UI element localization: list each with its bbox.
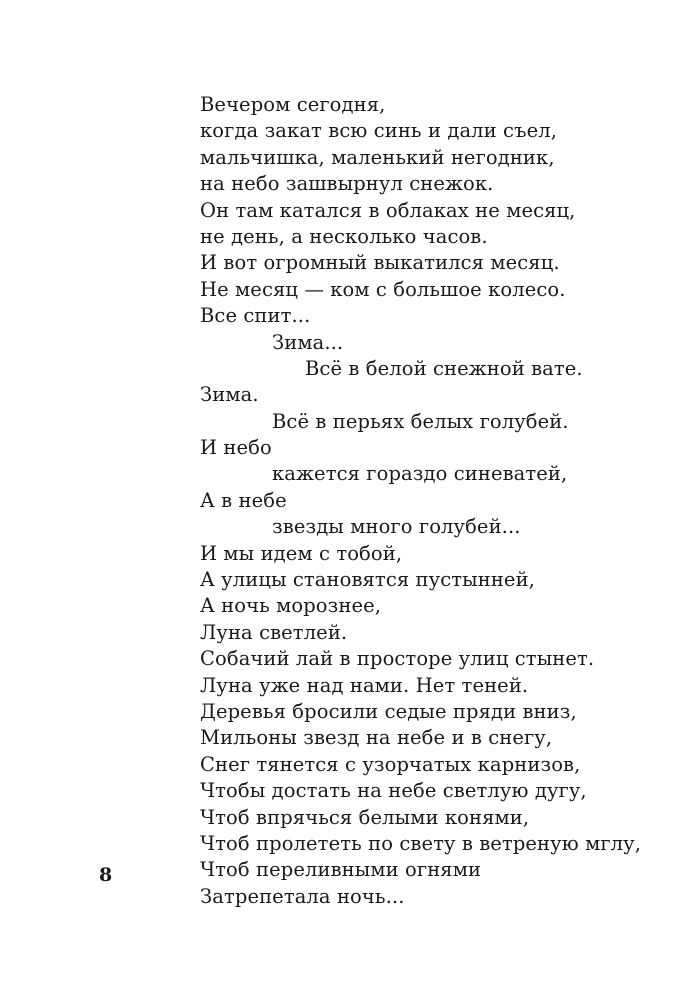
poem-line: Затрепетала ночь... xyxy=(200,884,405,908)
poem-line: Зима. xyxy=(200,383,259,407)
poem-line: А улицы становятся пустынней, xyxy=(200,568,535,592)
poem-line: Собачий лай в просторе улиц стынет. xyxy=(200,647,595,671)
poem-line: Чтоб пролететь по свету в ветреную мглу, xyxy=(200,831,642,855)
poem-line: А ночь морознее, xyxy=(200,594,382,618)
poem-line: А в небе xyxy=(200,488,287,512)
poem-line: звезды много голубей... xyxy=(272,515,521,539)
poem-line: Вечером сегодня, xyxy=(200,93,386,116)
poem-line: Не месяц — ком с большое колесо. xyxy=(200,277,566,301)
poem-line: Зима... xyxy=(272,330,344,354)
poem-line: Мильоны звезд на небе и в снегу, xyxy=(200,726,553,750)
page-number: 8 xyxy=(99,864,113,886)
poem-line: когда закат всю синь и дали съел, xyxy=(200,119,558,143)
poem-line: Деревья бросили седые пряди вниз, xyxy=(200,699,577,723)
poem-line: Луна уже над нами. Нет теней. xyxy=(200,673,529,697)
poem-line: Луна светлей. xyxy=(200,620,348,644)
poem-line: Всё в белой снежной вате. xyxy=(305,356,583,380)
poem-line: на небо зашвырнул снежок. xyxy=(200,172,494,196)
poem-line: Снег тянется с узорчатых карнизов, xyxy=(200,752,581,776)
poem-line: Чтобы достать на небе светлую дугу, xyxy=(200,779,587,803)
poem-line: Все спит... xyxy=(200,304,311,328)
poem-line: мальчишка, маленький негодник, xyxy=(200,145,555,169)
poem-line: И небо xyxy=(200,436,272,460)
poem-line: И мы идем с тобой, xyxy=(200,541,403,565)
poem-line: Он там катался в облаках не месяц, xyxy=(200,198,576,222)
poem-line: не день, а несколько часов. xyxy=(200,224,488,248)
poem-line: Чтоб переливными огнями xyxy=(200,858,482,882)
poem-text xyxy=(200,92,670,910)
poem-line: Всё в перьях белых голубей. xyxy=(272,409,569,433)
poem-line: И вот огромный выкатился месяц. xyxy=(200,251,560,275)
poem-line: Чтоб впрячься белыми конями, xyxy=(200,805,530,829)
poem-line: кажется гораздо синеватей, xyxy=(272,462,568,486)
